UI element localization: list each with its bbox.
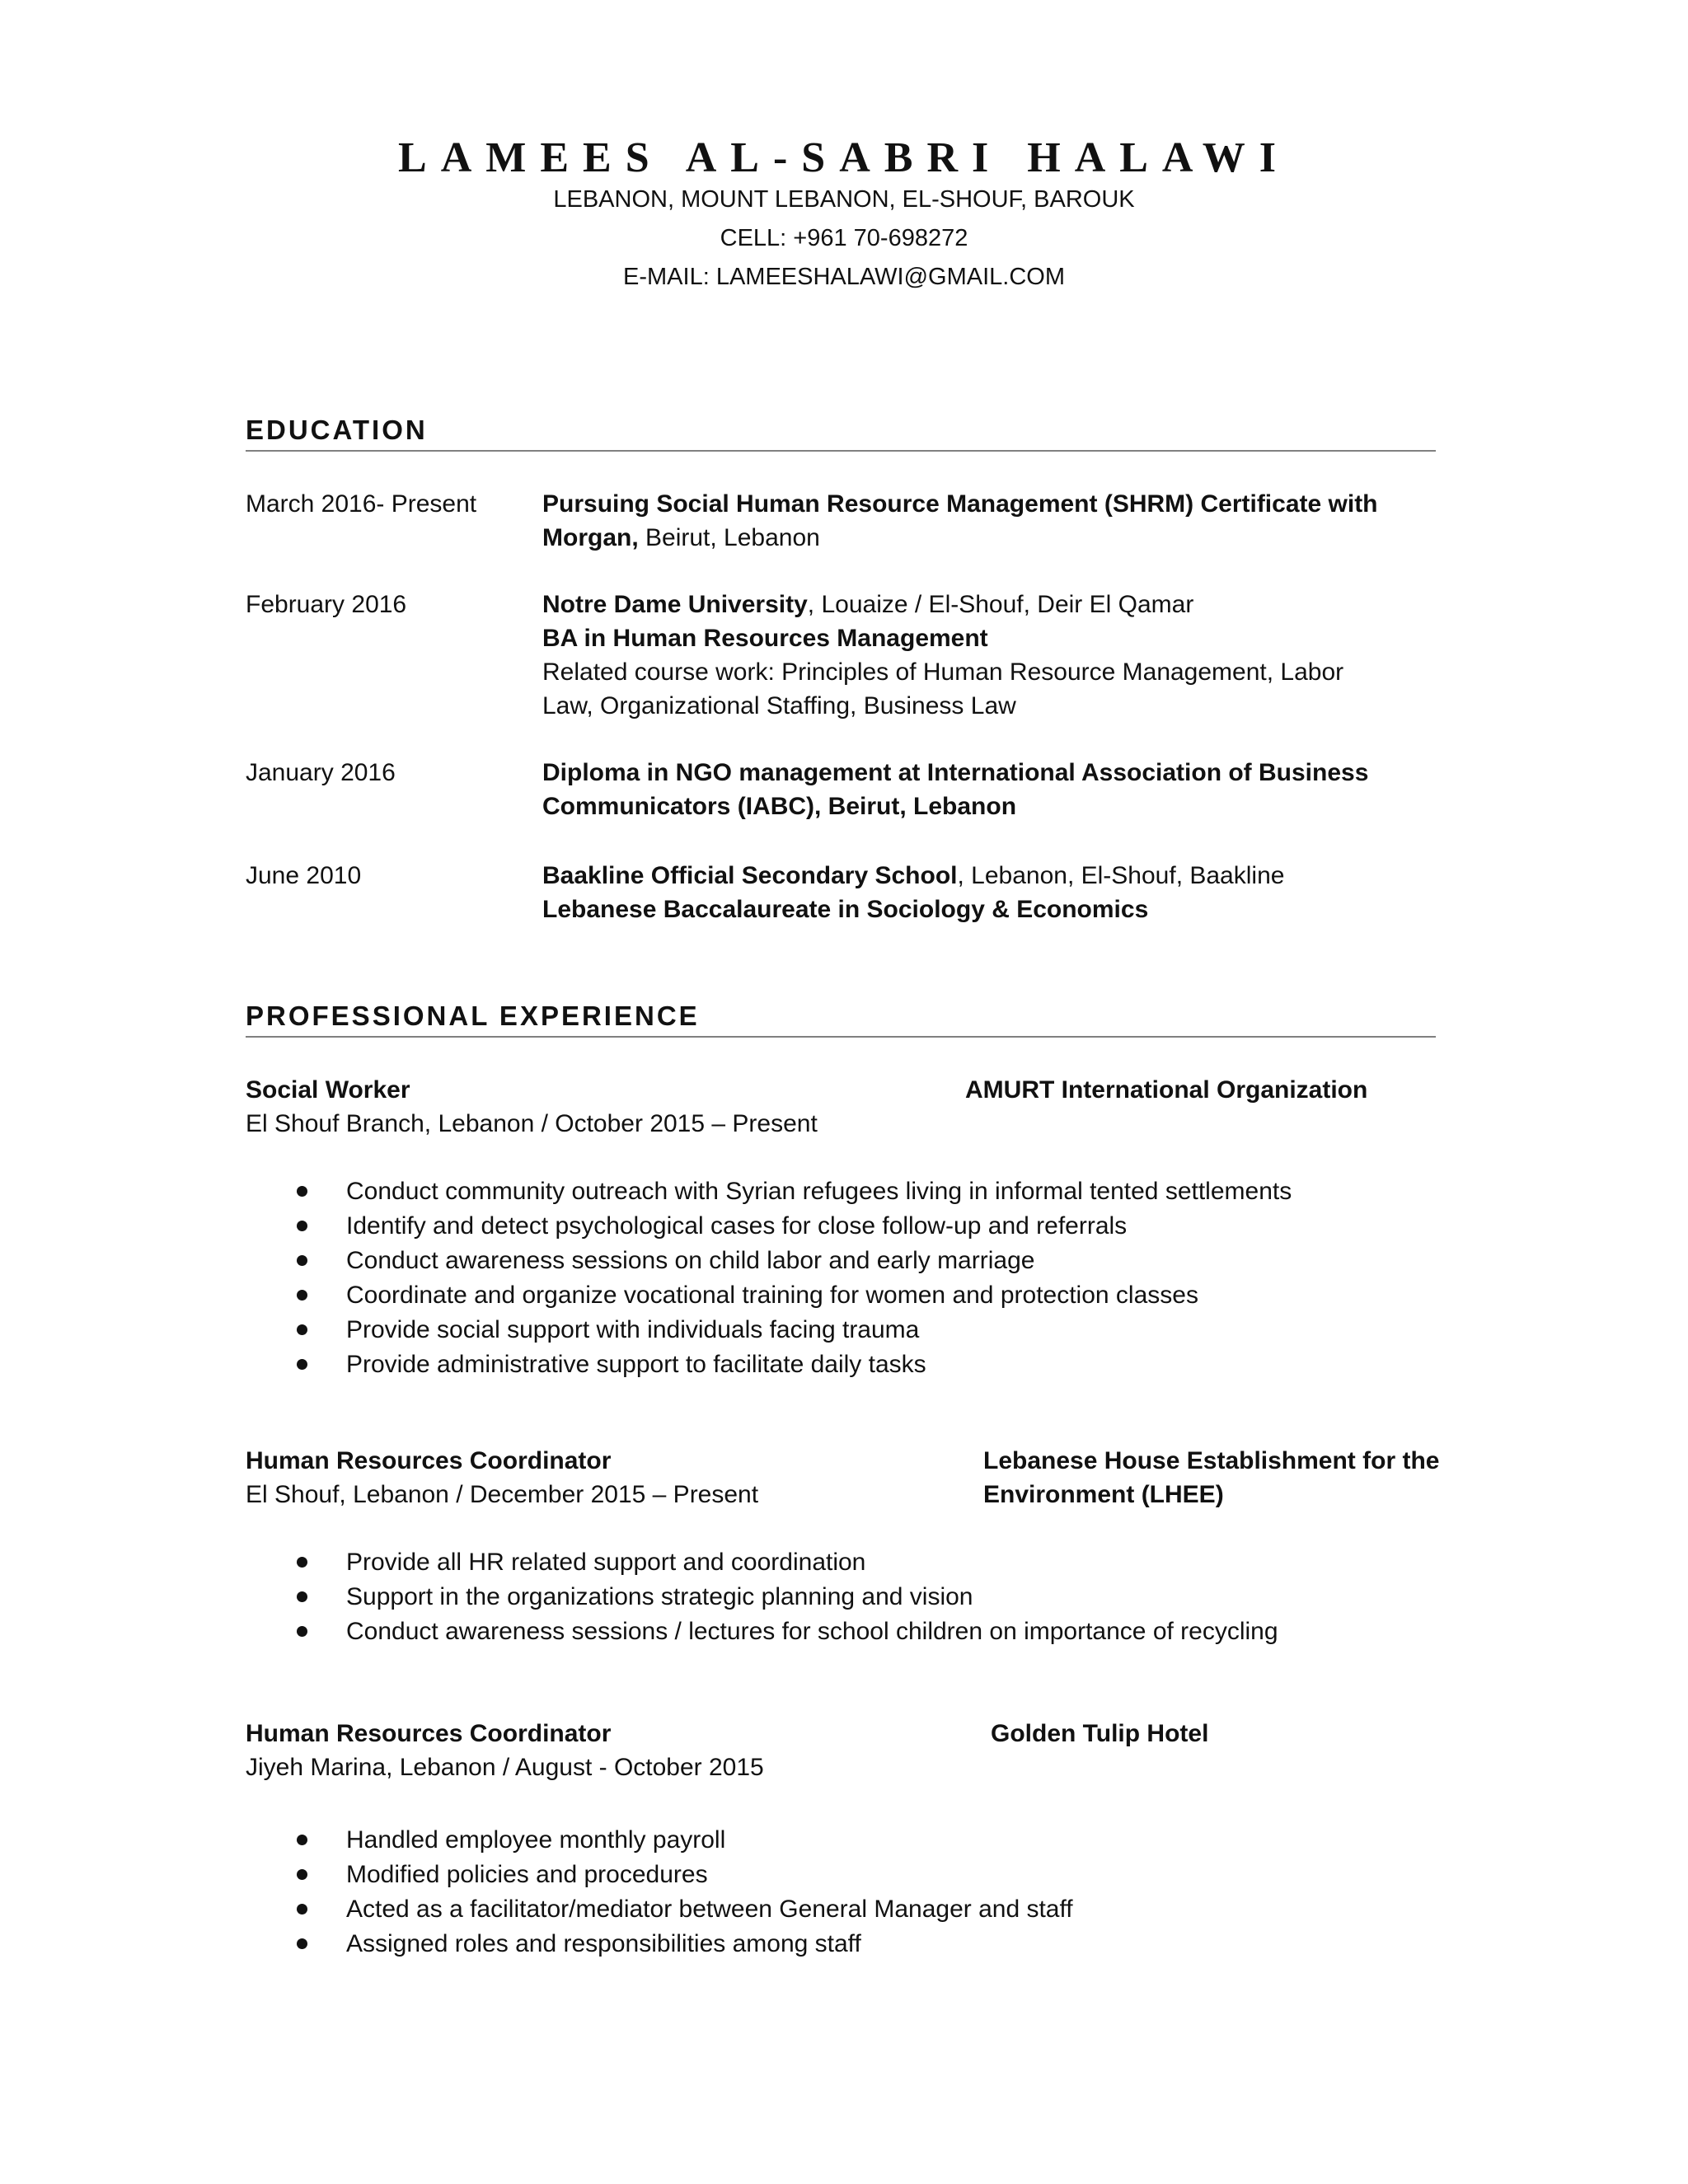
cell-phone: CELL: +961 70-698272 <box>720 225 968 251</box>
job-location-date: Jiyeh Marina, Lebanon / August - October 2015 <box>246 1754 764 1781</box>
education-line: Law, Organizational Staffing, Business Law <box>542 692 1016 719</box>
job-organization: AMURT International Organization <box>965 1076 1368 1104</box>
education-line: Lebanese Baccalaureate in Sociology & Economics <box>542 896 1149 923</box>
education-line: Pursuing Social Human Resource Management (SHRM) Certificate with <box>542 490 1378 518</box>
education-line: BA in Human Resources Management <box>542 625 988 652</box>
list-item: Acted as a facilitator/mediator between General Manager and staff <box>297 1892 1073 1927</box>
bullet-icon <box>297 1904 307 1915</box>
education-entry <box>542 487 1400 555</box>
education-line: Diploma in NGO management at International Association of Business <box>542 759 1369 786</box>
address: LEBANON, MOUNT LEBANON, EL-SHOUF, BAROUK <box>553 186 1135 213</box>
list-item: Provide administrative support to facilitate daily tasks <box>297 1347 1292 1382</box>
education-heading: EDUCATION <box>246 415 428 445</box>
education-line: Morgan, Beirut, Lebanon <box>542 524 820 551</box>
education-entry <box>542 756 1400 823</box>
bullet-icon <box>297 1221 307 1231</box>
education-line: Related course work: Principles of Human Resource Management, Labor <box>542 658 1344 686</box>
list-item: Provide all HR related support and coordination <box>297 1545 1278 1580</box>
education-line: Notre Dame University, Louaize / El-Shouf, Deir El Qamar <box>542 591 1194 618</box>
bullet-icon <box>297 1869 307 1880</box>
education-entry <box>542 588 1400 723</box>
bullet-icon <box>297 1591 307 1602</box>
list-item: Conduct community outreach with Syrian refugees living in informal tented settlements <box>297 1174 1292 1209</box>
job-duties-list <box>297 1174 1292 1382</box>
bullet-icon <box>297 1186 307 1197</box>
job-title: Human Resources Coordinator <box>246 1447 612 1474</box>
bullet-icon <box>297 1324 307 1335</box>
education-line: Baakline Official Secondary School, Lebanon, El-Shouf, Baakline <box>542 862 1285 889</box>
list-item: Handled employee monthly payroll <box>297 1823 1073 1858</box>
job-title: Human Resources Coordinator <box>246 1720 612 1747</box>
bullet-icon <box>297 1255 307 1266</box>
list-item: Assigned roles and responsibilities among staff <box>297 1927 1073 1961</box>
job-location-date: El Shouf, Lebanon / December 2015 – Present <box>246 1481 759 1508</box>
bullet-icon <box>297 1290 307 1301</box>
job-title: Social Worker <box>246 1076 410 1104</box>
education-divider <box>246 450 1436 452</box>
bullet-icon <box>297 1626 307 1637</box>
bullet-icon <box>297 1835 307 1845</box>
job-duties-list <box>297 1545 1278 1649</box>
education-date: March 2016- Present <box>246 490 477 518</box>
list-item: Conduct awareness sessions / lectures for school children on importance of recycling <box>297 1615 1278 1649</box>
list-item: Coordinate and organize vocational training for women and protection classes <box>297 1278 1292 1313</box>
email: E-MAIL: LAMEESHALAWI@GMAIL.COM <box>623 264 1065 290</box>
education-date: June 2010 <box>246 862 362 889</box>
job-location-date: El Shouf Branch, Lebanon / October 2015 – Present <box>246 1110 818 1137</box>
list-item: Identify and detect psychological cases for close follow-up and referrals <box>297 1209 1292 1244</box>
bullet-icon <box>297 1359 307 1370</box>
education-date: January 2016 <box>246 759 396 786</box>
list-item: Conduct awareness sessions on child labor and early marriage <box>297 1244 1292 1278</box>
job-organization: Lebanese House Establishment for the Environment (LHEE) <box>983 1447 1440 1508</box>
list-item: Modified policies and procedures <box>297 1858 1073 1892</box>
bullet-icon <box>297 1557 307 1568</box>
experience-divider <box>246 1036 1436 1038</box>
list-item: Provide social support with individuals facing trauma <box>297 1313 1292 1347</box>
job-organization: Golden Tulip Hotel <box>991 1720 1209 1747</box>
education-line: Communicators (IABC), Beirut, Lebanon <box>542 793 1017 820</box>
candidate-name: LAMEES AL-SABRI HALAWI <box>398 134 1290 181</box>
education-date: February 2016 <box>246 591 407 618</box>
list-item: Support in the organizations strategic planning and vision <box>297 1580 1278 1615</box>
education-entry <box>542 859 1400 926</box>
job-duties-list <box>297 1823 1073 1961</box>
bullet-icon <box>297 1938 307 1949</box>
experience-heading: PROFESSIONAL EXPERIENCE <box>246 1001 700 1031</box>
